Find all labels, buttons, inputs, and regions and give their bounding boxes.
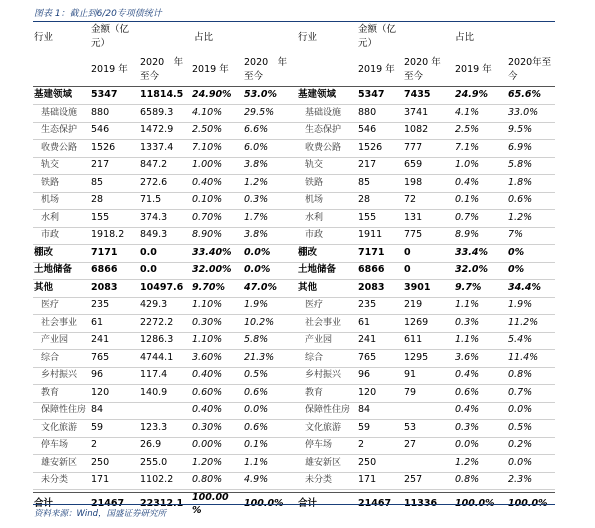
right-s20-cell: 0.0%: [508, 404, 533, 415]
right-s20-cell: 0.6%: [508, 194, 533, 205]
left-s20-cell: 0.6%: [244, 421, 269, 433]
left-s20-cell: 1.9%: [244, 299, 269, 310]
right-name-cell: 乡村振兴: [305, 370, 342, 380]
title-rule: [33, 21, 555, 22]
left-total-2019-share-sign: %: [192, 504, 202, 516]
left-s20-cell: 3.8%: [244, 229, 269, 240]
left-a20-cell: 1286.3: [140, 334, 174, 345]
left-s19-cell: 24.90%: [192, 89, 232, 100]
row-divider: [33, 472, 555, 473]
right-s20-cell: 1.9%: [508, 299, 533, 310]
left-s20-cell: 0.0%: [244, 264, 271, 275]
table-title: 图表 1：截止到6/20专项债统计: [34, 9, 162, 19]
left-name-cell: 医疗: [41, 300, 60, 310]
row-divider: [33, 367, 555, 368]
right-s19-cell: 4.1%: [455, 106, 480, 118]
left-a19-cell: 155: [91, 211, 110, 223]
left-s19-cell: 2.50%: [192, 124, 223, 135]
left-a20-cell: 11814.5: [140, 89, 184, 100]
right-a19-cell: 61: [358, 316, 371, 328]
left-a19-cell: 28: [91, 194, 104, 205]
right-name-cell: 土地储备: [298, 264, 337, 275]
right-a20-cell: 611: [404, 334, 423, 345]
right-a19-cell: 59: [358, 421, 371, 433]
left-a20-cell: 4744.1: [140, 351, 174, 363]
left-a19-cell: 2: [91, 439, 98, 450]
row-divider: [33, 157, 555, 158]
right-a19-cell: 1526: [358, 141, 383, 153]
left-total-2020-amount: 22312.1: [140, 497, 184, 509]
left-total-2019-amount: 21467: [91, 497, 125, 509]
right-header-2020-share-sub: 今: [508, 71, 518, 82]
left-total-label: 合计: [34, 497, 54, 509]
left-name-cell: 机场: [41, 195, 60, 205]
right-s19-cell: 0.1%: [455, 194, 480, 205]
left-s20-cell: 1.1%: [244, 456, 269, 468]
left-a20-cell: 71.5: [140, 194, 162, 205]
right-s20-cell: 2.3%: [508, 474, 533, 485]
row-divider: [33, 454, 555, 455]
left-s20-cell: 0.6%: [244, 386, 269, 398]
left-name-cell: 水利: [41, 212, 60, 223]
left-s20-cell: 0.0%: [244, 246, 271, 258]
row-divider: [33, 384, 555, 385]
right-s20-cell: 0%: [508, 264, 525, 275]
right-name-cell: 雄安新区: [305, 457, 342, 468]
left-header-amount: 金额（亿: [91, 24, 130, 35]
row-divider: [33, 402, 555, 403]
row-divider: [33, 192, 555, 193]
left-s19-cell: 0.30%: [192, 316, 223, 328]
right-name-cell: 生态保护: [305, 125, 342, 135]
right-s20-cell: 5.4%: [508, 334, 533, 345]
left-a20-cell: 374.3: [140, 211, 168, 223]
left-a19-cell: 59: [91, 421, 104, 433]
row-divider: [33, 227, 555, 228]
row-divider: [33, 489, 555, 490]
left-a20-cell: 6589.3: [140, 106, 174, 118]
left-s20-cell: 1.7%: [244, 211, 269, 223]
left-s20-cell: 1.2%: [244, 176, 269, 188]
left-a19-cell: 61: [91, 316, 104, 328]
row-divider: [33, 104, 555, 105]
left-s19-cell: 0.70%: [192, 211, 223, 223]
right-s19-cell: 3.6%: [455, 351, 480, 363]
right-a19-cell: 241: [358, 334, 377, 345]
left-s20-cell: 10.2%: [244, 316, 275, 328]
right-a19-cell: 155: [358, 211, 377, 223]
left-name-cell: 雄安新区: [41, 457, 78, 468]
left-name-cell: 基建领域: [34, 89, 73, 100]
right-name-cell: 未分类: [305, 475, 333, 485]
left-s19-cell: 32.00%: [192, 264, 232, 275]
left-s19-cell: 0.40%: [192, 176, 223, 188]
right-s19-cell: 1.2%: [455, 456, 480, 468]
right-total-2019-share: 100.0%: [455, 497, 495, 509]
left-a19-cell: 2083: [91, 281, 118, 293]
right-s20-cell: 11.2%: [508, 316, 539, 328]
right-a20-cell: 131: [404, 211, 423, 223]
right-s20-cell: 5.8%: [508, 159, 533, 170]
right-a20-cell: 257: [404, 474, 423, 485]
right-a19-cell: 84: [358, 404, 371, 415]
left-a19-cell: 85: [91, 176, 104, 188]
row-divider: [33, 314, 555, 315]
left-name-cell: 生态保护: [41, 125, 78, 135]
right-a20-cell: 775: [404, 229, 423, 240]
right-name-cell: 棚改: [298, 246, 318, 258]
left-a20-cell: 140.9: [140, 386, 168, 398]
left-a20-cell: 849.3: [140, 229, 168, 240]
left-a19-cell: 96: [91, 369, 104, 380]
right-a19-cell: 5347: [358, 89, 385, 100]
right-a19-cell: 120: [358, 386, 377, 398]
left-a20-cell: 0.0: [140, 246, 157, 258]
left-name-cell: 土地储备: [34, 264, 73, 275]
left-header-2019-share: 2019 年: [192, 64, 229, 75]
right-header-share: 占比: [455, 32, 475, 43]
right-a20-cell: 0: [404, 246, 411, 258]
right-s20-cell: 0.8%: [508, 369, 533, 380]
right-name-cell: 市政: [305, 230, 324, 240]
right-a19-cell: 235: [358, 299, 377, 310]
right-s19-cell: 0.0%: [455, 439, 480, 450]
left-a20-cell: 123.3: [140, 421, 168, 433]
left-s19-cell: 0.00%: [192, 439, 223, 450]
right-a20-cell: 1082: [404, 124, 429, 135]
right-name-cell: 基建领域: [298, 89, 337, 100]
left-name-cell: 文化旅游: [41, 422, 78, 433]
left-s19-cell: 0.60%: [192, 386, 223, 398]
left-s20-cell: 21.3%: [244, 351, 275, 363]
left-header-2020-amount: 2020 年: [140, 57, 184, 68]
left-s19-cell: 1.10%: [192, 299, 223, 310]
right-total-2020-share: 100.0%: [508, 497, 548, 509]
left-a20-cell: 1472.9: [140, 124, 174, 135]
row-divider: [33, 174, 555, 175]
left-name-cell: 其他: [34, 281, 54, 293]
row-divider: [33, 419, 555, 420]
right-a19-cell: 7171: [358, 246, 385, 258]
left-a20-cell: 0.0: [140, 264, 157, 275]
right-name-cell: 医疗: [305, 300, 324, 310]
row-divider: [33, 332, 555, 333]
left-s20-cell: 4.9%: [244, 474, 269, 485]
right-name-cell: 其他: [298, 281, 318, 293]
right-total-2020-amount: 11336: [404, 497, 438, 509]
right-a19-cell: 6866: [358, 264, 385, 275]
right-s19-cell: 0.4%: [455, 404, 480, 415]
left-s19-cell: 7.10%: [192, 141, 223, 153]
right-s19-cell: 0.3%: [455, 421, 480, 433]
left-s19-cell: 0.10%: [192, 194, 223, 205]
left-a20-cell: 10497.6: [140, 281, 184, 293]
right-a19-cell: 546: [358, 124, 377, 135]
right-a20-cell: 777: [404, 141, 423, 153]
left-header-2020-amount-sub: 至今: [140, 71, 160, 82]
right-a19-cell: 765: [358, 351, 377, 363]
right-a19-cell: 1911: [358, 229, 383, 240]
right-name-cell: 产业园: [305, 335, 333, 345]
right-a20-cell: 79: [404, 386, 417, 398]
left-s19-cell: 1.10%: [192, 334, 223, 345]
left-header-2019-amount: 2019 年: [91, 64, 128, 75]
right-header-industry: 行业: [298, 32, 318, 43]
right-a19-cell: 85: [358, 176, 371, 188]
right-a20-cell: 198: [404, 176, 423, 188]
right-a20-cell: 1269: [404, 316, 429, 328]
right-header-2019-amount: 2019 年: [358, 64, 395, 75]
right-a19-cell: 2: [358, 439, 365, 450]
left-s19-cell: 8.90%: [192, 229, 223, 240]
right-a20-cell: 27: [404, 439, 417, 450]
left-s20-cell: 6.0%: [244, 141, 269, 153]
right-a19-cell: 171: [358, 474, 377, 485]
right-total-2019-amount: 21467: [358, 497, 392, 509]
left-a19-cell: 120: [91, 386, 110, 398]
row-divider: [33, 244, 555, 245]
right-a20-cell: 91: [404, 369, 417, 380]
left-name-cell: 产业园: [41, 335, 69, 345]
left-header-industry: 行业: [34, 32, 54, 43]
right-s20-cell: 33.0%: [508, 106, 539, 118]
right-name-cell: 文化旅游: [305, 422, 342, 433]
right-s19-cell: 32.0%: [455, 264, 488, 275]
left-a19-cell: 546: [91, 124, 110, 135]
right-name-cell: 机场: [305, 195, 324, 205]
left-s20-cell: 0.0%: [244, 404, 269, 415]
right-s19-cell: 0.7%: [455, 211, 480, 223]
right-s20-cell: 1.8%: [508, 176, 533, 188]
right-header-amount-unit: 元）: [358, 38, 378, 49]
right-s20-cell: 0.0%: [508, 456, 533, 468]
right-s19-cell: 0.4%: [455, 369, 480, 380]
left-s19-cell: 4.10%: [192, 106, 223, 118]
left-a20-cell: 26.9: [140, 439, 162, 450]
right-s19-cell: 24.9%: [455, 89, 488, 100]
right-s20-cell: 0.2%: [508, 439, 533, 450]
right-s19-cell: 0.8%: [455, 474, 480, 485]
left-name-cell: 棚改: [34, 246, 54, 258]
left-name-cell: 停车场: [41, 440, 69, 450]
left-s19-cell: 33.40%: [192, 246, 232, 258]
right-a20-cell: 219: [404, 299, 423, 310]
left-a19-cell: 765: [91, 351, 110, 363]
row-divider: [33, 297, 555, 298]
right-s19-cell: 8.9%: [455, 229, 480, 240]
left-s20-cell: 6.6%: [244, 124, 269, 135]
right-name-cell: 铁路: [305, 177, 324, 188]
right-name-cell: 基础设施: [305, 107, 342, 118]
left-a20-cell: 1102.2: [140, 474, 174, 485]
right-s20-cell: 34.4%: [508, 281, 541, 293]
left-a19-cell: 250: [91, 456, 110, 468]
left-name-cell: 基础设施: [41, 107, 78, 118]
left-header-share: 占比: [194, 32, 214, 43]
left-a19-cell: 84: [91, 404, 104, 415]
row-divider: [33, 139, 555, 140]
left-a20-cell: 429.3: [140, 299, 168, 310]
right-s20-cell: 7%: [508, 229, 524, 240]
left-s20-cell: 0.3%: [244, 194, 269, 205]
right-s19-cell: 2.5%: [455, 124, 480, 135]
right-s19-cell: 0.6%: [455, 386, 480, 398]
left-a19-cell: 241: [91, 334, 110, 345]
right-header-amount: 金额（亿: [358, 24, 397, 35]
right-a20-cell: 53: [404, 421, 417, 433]
row-divider: [33, 209, 555, 210]
left-a20-cell: 1337.4: [140, 141, 174, 153]
source-note: 资料来源：Wind，国盛证券研究所: [34, 509, 167, 519]
right-s20-cell: 0.5%: [508, 421, 533, 433]
left-s19-cell: 0.40%: [192, 369, 223, 380]
right-name-cell: 停车场: [305, 440, 333, 450]
right-a19-cell: 217: [358, 159, 377, 170]
right-s20-cell: 1.2%: [508, 211, 533, 223]
left-s20-cell: 5.8%: [244, 334, 269, 345]
left-header-2020-share: 2020 年: [244, 57, 288, 68]
right-a19-cell: 2083: [358, 281, 385, 293]
right-s20-cell: 11.4%: [508, 351, 539, 363]
right-s19-cell: 1.1%: [455, 334, 480, 345]
right-a20-cell: 7435: [404, 89, 431, 100]
right-s19-cell: 0.4%: [455, 176, 480, 188]
right-a19-cell: 880: [358, 106, 377, 118]
left-name-cell: 收费公路: [41, 142, 78, 153]
right-a20-cell: 72: [404, 194, 417, 205]
left-a19-cell: 6866: [91, 264, 118, 275]
left-a20-cell: 847.2: [140, 159, 168, 170]
row-divider: [33, 279, 555, 280]
right-name-cell: 社会事业: [305, 317, 342, 328]
right-name-cell: 收费公路: [305, 142, 342, 153]
left-a19-cell: 1526: [91, 141, 116, 153]
left-s19-cell: 1.20%: [192, 456, 223, 468]
left-total-2019-share: 100.00: [192, 491, 229, 503]
left-a20-cell: 117.4: [140, 369, 168, 380]
right-name-cell: 保障性住房: [305, 405, 351, 415]
left-s20-cell: 0.1%: [244, 439, 269, 450]
left-name-cell: 综合: [41, 352, 60, 363]
left-name-cell: 未分类: [41, 475, 69, 485]
row-divider: [33, 492, 555, 493]
right-s19-cell: 7.1%: [455, 141, 480, 153]
left-s19-cell: 9.70%: [192, 281, 225, 293]
left-a20-cell: 2272.2: [140, 316, 174, 328]
left-a19-cell: 171: [91, 474, 110, 485]
row-divider: [33, 349, 555, 350]
right-s20-cell: 65.6%: [508, 89, 541, 100]
left-a19-cell: 1918.2: [91, 229, 125, 240]
source-rule: [33, 504, 555, 505]
left-header-amount-unit: 元）: [91, 38, 111, 49]
left-s19-cell: 0.30%: [192, 421, 223, 433]
left-name-cell: 社会事业: [41, 317, 78, 328]
row-divider: [33, 437, 555, 438]
left-s19-cell: 1.00%: [192, 159, 223, 170]
left-a20-cell: 255.0: [140, 456, 168, 468]
right-a20-cell: 1295: [404, 351, 429, 363]
left-a19-cell: 217: [91, 159, 110, 170]
left-name-cell: 教育: [41, 387, 60, 398]
right-a20-cell: 3741: [404, 106, 429, 118]
right-a19-cell: 28: [358, 194, 371, 205]
left-s20-cell: 3.8%: [244, 159, 269, 170]
left-total-2020-share: 100.0%: [244, 497, 284, 509]
right-total-label: 合计: [298, 497, 318, 509]
left-s20-cell: 53.0%: [244, 89, 277, 100]
left-a20-cell: 272.6: [140, 176, 168, 188]
right-a19-cell: 250: [358, 456, 377, 468]
left-name-cell: 市政: [41, 230, 60, 240]
left-name-cell: 轨交: [41, 160, 60, 170]
row-divider: [33, 262, 555, 263]
right-a19-cell: 96: [358, 369, 371, 380]
left-name-cell: 保障性住房: [41, 405, 87, 415]
right-s19-cell: 0.3%: [455, 316, 480, 328]
left-s19-cell: 0.80%: [192, 474, 223, 485]
left-s20-cell: 29.5%: [244, 106, 275, 118]
right-name-cell: 轨交: [305, 160, 324, 170]
right-a20-cell: 3901: [404, 281, 431, 293]
left-a19-cell: 880: [91, 106, 110, 118]
right-header-2020-amount: 2020 年: [404, 57, 441, 68]
left-s19-cell: 0.40%: [192, 404, 223, 415]
left-a19-cell: 5347: [91, 89, 118, 100]
left-s19-cell: 3.60%: [192, 351, 223, 363]
header-divider: [33, 86, 555, 87]
right-s19-cell: 1.1%: [455, 299, 480, 310]
right-header-2019-share: 2019 年: [455, 64, 492, 75]
right-s19-cell: 33.4%: [455, 246, 488, 258]
right-header-2020-amount-sub: 至今: [404, 71, 424, 82]
left-name-cell: 乡村振兴: [41, 370, 78, 380]
right-name-cell: 教育: [305, 387, 324, 398]
left-a19-cell: 235: [91, 299, 110, 310]
left-s20-cell: 47.0%: [244, 281, 277, 293]
right-s19-cell: 9.7%: [455, 281, 482, 293]
left-s20-cell: 0.5%: [244, 369, 269, 380]
left-name-cell: 铁路: [41, 177, 60, 188]
right-header-2020-share: 2020年至: [508, 57, 552, 68]
left-a19-cell: 7171: [91, 246, 118, 258]
right-s20-cell: 9.5%: [508, 124, 533, 135]
right-a20-cell: 0: [404, 264, 411, 275]
row-divider: [33, 122, 555, 123]
left-header-2020-share-sub: 至今: [244, 71, 264, 82]
right-name-cell: 水利: [305, 212, 324, 223]
right-s20-cell: 0%: [508, 246, 525, 258]
right-s19-cell: 1.0%: [455, 159, 480, 170]
right-a20-cell: 659: [404, 159, 423, 170]
right-s20-cell: 0.7%: [508, 386, 533, 398]
right-s20-cell: 6.9%: [508, 141, 533, 153]
right-name-cell: 综合: [305, 352, 324, 363]
